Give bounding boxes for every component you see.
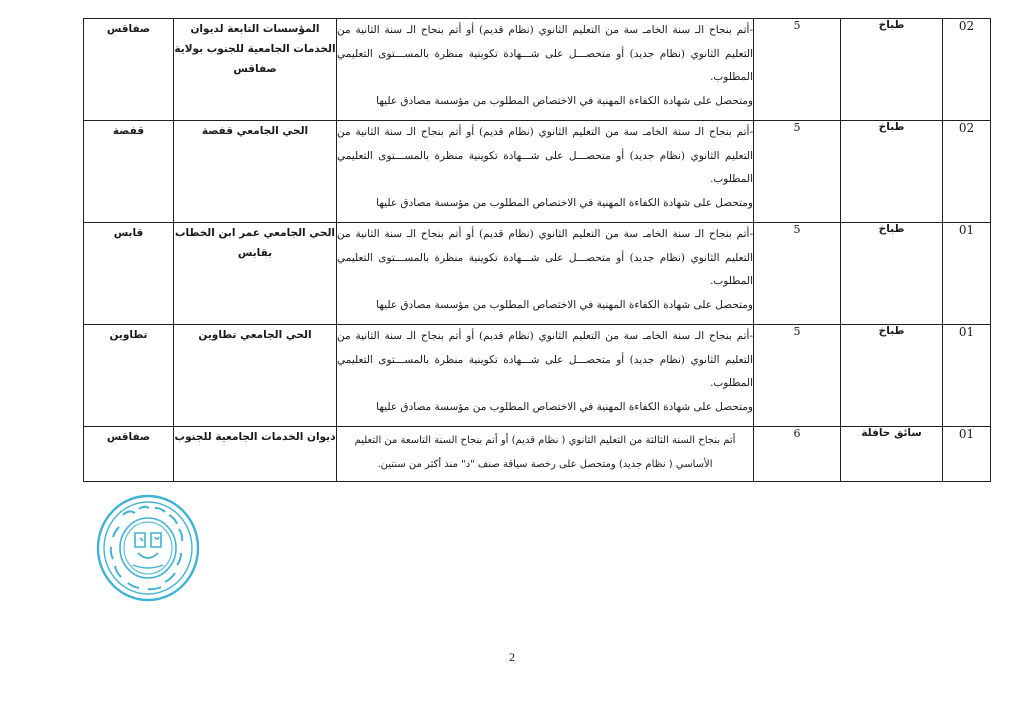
table-row <box>84 223 991 325</box>
specialty-cell: سائق حافلة <box>841 427 943 482</box>
city-cell: صفاقس <box>84 427 174 482</box>
level-cell: 5 <box>754 325 841 427</box>
specialty-cell: طباخ <box>841 325 943 427</box>
city-cell: صفاقس <box>84 19 174 121</box>
specialty-cell: طباخ <box>841 223 943 325</box>
table-row <box>84 19 991 121</box>
page-number: 2 <box>509 650 515 664</box>
official-stamp-icon <box>95 493 202 604</box>
table-row <box>84 427 991 482</box>
level-cell: 6 <box>754 427 841 482</box>
level-cell: 5 <box>754 223 841 325</box>
requirement-text: -أتم بنجاح الـ سنة الخامـ سة من التعليم الثانوي (نظام قديم) أو أتم بنجاح الـ سنة الثانية من التعليم الثانوي (نظام جديد) أو متحصـــل على شـــهادة تكوينية منظرة بالمســـتوى التعليمي المطلوب. <box>337 330 753 389</box>
institution-cell: ديوان الخدمات الجامعية للجنوب <box>174 427 337 482</box>
table-row <box>84 325 991 427</box>
city-cell: قابس <box>84 223 174 325</box>
requirement-text: ومتحصل على شهادة الكفاءة المهنية في الاختصاص المطلوب من مؤسسة مصادق عليها <box>376 196 753 209</box>
specialty-cell: طباخ <box>841 19 943 121</box>
city-cell: تطاوين <box>84 325 174 427</box>
requirements-cell <box>337 121 754 223</box>
requirements-cell <box>337 223 754 325</box>
institution-cell: الحي الجامعي قفصة <box>174 121 337 223</box>
count-cell: 02 <box>943 121 991 223</box>
institution-cell: الحي الجامعي تطاوين <box>174 325 337 427</box>
requirement-text: أتم بنجاح السنة الثالثة من التعليم الثانوي ( نظام قديم) أو أتم بنجاح السنة التاسعة من التعليم <box>354 435 736 446</box>
count-cell: 01 <box>943 325 991 427</box>
level-cell: 5 <box>754 19 841 121</box>
requirements-cell <box>337 427 754 482</box>
requirements-cell <box>337 19 754 121</box>
count-cell: 02 <box>943 19 991 121</box>
count-cell: 01 <box>943 427 991 482</box>
requirement-text: ومتحصل على شهادة الكفاءة المهنية في الاختصاص المطلوب من مؤسسة مصادق عليها <box>376 298 753 311</box>
requirement-text: -أتم بنجاح الـ سنة الخامـ سة من التعليم الثانوي (نظام قديم) أو أتم بنجاح الـ سنة الثانية من التعليم الثانوي (نظام جديد) أو متحصـــل على شـــهادة تكوينية منظرة بالمســـتوى التعليمي المطلوب. <box>337 126 753 185</box>
requirement-text: -أتم بنجاح الـ سنة الخامـ سة من التعليم الثانوي (نظام قديم) أو أتم بنجاح الـ سنة الثانية من التعليم الثانوي (نظام جديد) أو متحصـــل على شـــهادة تكوينية منظرة بالمســـتوى التعليمي المطلوب. <box>337 228 753 287</box>
institution-cell: المؤسسات التابعة لديوان الخدمات الجامعية للجنوب بولاية صفاقس <box>174 19 337 121</box>
city-cell: قفصة <box>84 121 174 223</box>
institution-cell: الحي الجامعي عمر ابن الخطاب بقابس <box>174 223 337 325</box>
specialty-cell: طباخ <box>841 121 943 223</box>
requirement-text: ومتحصل على شهادة الكفاءة المهنية في الاختصاص المطلوب من مؤسسة مصادق عليها <box>376 94 753 107</box>
count-cell: 01 <box>943 223 991 325</box>
requirements-cell <box>337 325 754 427</box>
table-row <box>84 121 991 223</box>
recruitment-table-sheet <box>83 18 990 482</box>
requirement-text: الأساسي ( نظام جديد) ومتحصل على رخصة سياقة صنف "د" منذ أكثر من سنتين. <box>377 459 713 470</box>
requirement-text: -أتم بنجاح الـ سنة الخامـ سة من التعليم الثانوي (نظام قديم) أو أتم بنجاح الـ سنة الثانية من التعليم الثانوي (نظام جديد) أو متحصـــل على شـــهادة تكوينية منظرة بالمســـتوى التعليمي المطلوب. <box>337 24 753 83</box>
requirement-text: ومتحصل على شهادة الكفاءة المهنية في الاختصاص المطلوب من مؤسسة مصادق عليها <box>376 400 753 413</box>
level-cell: 5 <box>754 121 841 223</box>
recruitment-table <box>83 18 991 482</box>
